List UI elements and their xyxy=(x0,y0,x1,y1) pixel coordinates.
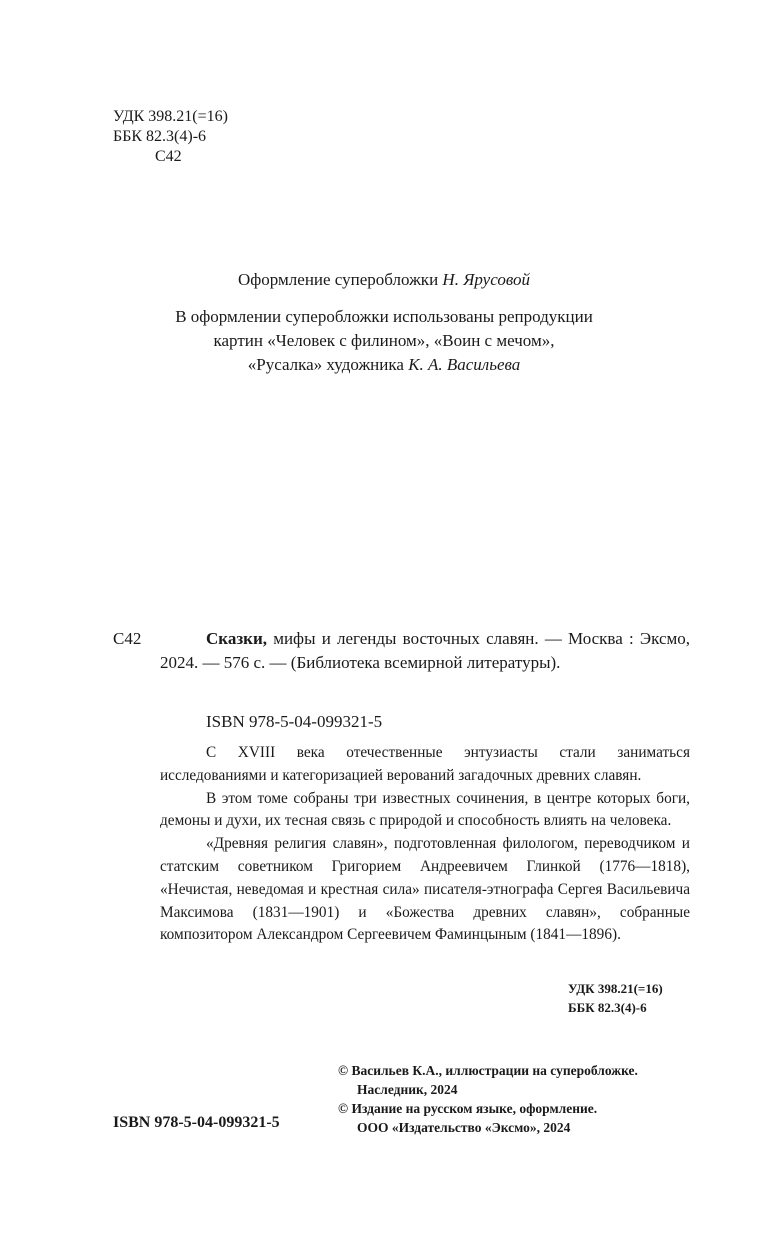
reproductions-line-3-text: «Русалка» художника xyxy=(247,355,404,374)
designer-name: Н. Ярусовой xyxy=(442,270,530,289)
bbk-code: ББК 82.3(4)-6 xyxy=(113,128,207,145)
copyright-line-3: © Издание на русском языке, оформление. xyxy=(338,1101,598,1116)
cover-design-credit xyxy=(0,268,768,292)
reproductions-line-3 xyxy=(0,353,768,377)
bbk-code-bottom: ББК 82.3(4)-6 xyxy=(568,1000,647,1015)
copyright-line-1: © Васильев К.А., иллюстрации на суперобложке. xyxy=(338,1063,638,1078)
udk-code: УДК 398.21(=16) xyxy=(113,108,228,125)
udk-code-bottom: УДК 398.21(=16) xyxy=(568,981,663,996)
annotation-paragraph: В этом томе собраны три известных сочинения, в центре которых боги, демоны и духи, их тесная связь с природой и способность влиять на человека. xyxy=(160,789,690,830)
classification-codes xyxy=(113,107,228,167)
classification-codes-bottom xyxy=(568,979,663,1017)
bibliographic-description: мифы и легенды восточных славян. — Москва : Эксмо, 2024. — 576 с. — (Библиотека всемирной литературы). xyxy=(160,629,691,672)
annotation xyxy=(160,742,690,947)
author-mark: С42 xyxy=(155,148,182,165)
reproductions-credit xyxy=(0,305,768,377)
copyright-line-2: Наследник, 2024 xyxy=(357,1082,458,1097)
bibliographic-mark: С42 xyxy=(113,629,142,648)
bibliographic-record xyxy=(160,627,690,675)
reproductions-line-1: В оформлении суперобложки использованы репродукции xyxy=(175,307,593,326)
annotation-paragraph: С XVIII века отечественные энтузиасты стали заниматься исследованиями и категоризацией верований загадочных древних славян. xyxy=(160,744,690,784)
annotation-paragraph: «Древняя религия славян», подготовленная филологом, переводчиком и статским советником Григорием Андреевичем Глинкой (1776—1818), «Нечистая, неведомая и крестная сила» писателя-этнографа Сергея Васильевича Максимова (1831—1901) и «Божества древних славян», собранные композитором Александром Сергеевичем Фаминцыным (1841—1896). xyxy=(160,835,690,944)
copyright-block xyxy=(338,1061,638,1137)
copyright-line-4: ООО «Издательство «Эксмо», 2024 xyxy=(357,1120,571,1135)
isbn-record: ISBN 978-5-04-099321-5 xyxy=(206,712,383,731)
isbn-bottom: ISBN 978-5-04-099321-5 xyxy=(113,1114,280,1131)
reproductions-line-2: картин «Человек с филином», «Воин с мечом», xyxy=(213,331,555,350)
design-label: Оформление суперобложки xyxy=(238,270,439,289)
artist-name: К. А. Васильева xyxy=(408,355,521,374)
book-title: Сказки, xyxy=(206,629,267,648)
